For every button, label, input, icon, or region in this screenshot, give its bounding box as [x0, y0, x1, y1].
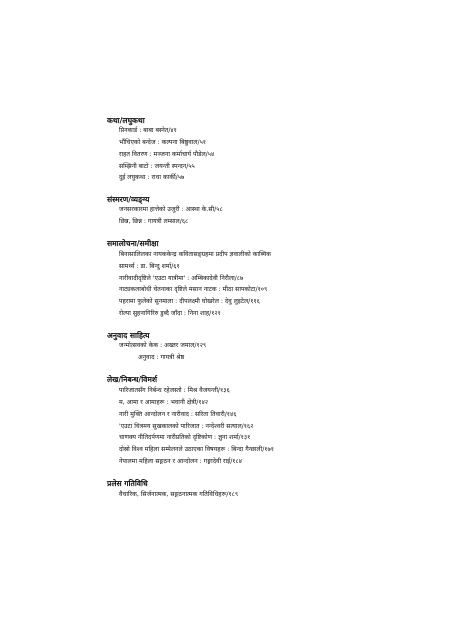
toc-entry: नाट्यकलाबोधी चेतनाका दृष्टिले मसान नाटक : मीठा सापकोटा/१०९ [119, 286, 268, 293]
toc-entry: नेपालमा महिला सङ्गठन र आन्दोलन : गङ्गादेवी राई/१८४ [119, 458, 242, 465]
section-title: संस्मरण/व्यङ्ग्य [107, 195, 150, 204]
toc-entry: रोल्पा सुहनागिरिरु डुब्दै जाँदा : निना शाह/१२१ [119, 310, 221, 317]
section-title: कथा/लघुकथा [107, 116, 145, 125]
toc-entry: सामर्थ्य : डा. बिन्दु शर्मा/६१ [119, 263, 180, 270]
toc-entry: पारिजातसँग निर्बन्ध रहेजस्तो : मिश्र वैजयन्ती/१३६ [119, 387, 230, 394]
toc-entry-translator: अनुवाद : गायत्री श्रेष्ठ [138, 354, 185, 361]
toc-entry: छिन्न, छिन्न : गायत्री लम्साल/६८ [119, 218, 189, 225]
toc-entry: वैचारिक, सिर्जनात्मक, सङ्गठनात्मक गतिविधिहरू/१८९ [119, 491, 239, 498]
toc-entry: सम्झिनी बाटो : जयन्ती स्पन्दन/५५ [119, 163, 195, 170]
toc-entry: नारीवादीदृष्टिले 'एउटा यात्रीमा' : अम्बिकादेवी निरौला/८७ [119, 275, 244, 282]
section-title: अनुवाद साहित्य [107, 331, 150, 340]
toc-entry: जन्मोत्सवको केक : अख्तर जमाल/१२९ [119, 342, 207, 349]
toc-entry: 'एउटा चित्रमय सुखकालको पारिजात : नन्देश्वरी सत्याल/१६२ [119, 423, 254, 430]
toc-entry: जनसरकारमा हात्तेको उजुरी : आस्था के.सी/५८ [119, 206, 223, 213]
toc-entry: पहरामा फुलेको सुनमाला : दीपलक्ष्मी घोखरेल : देवु लुइटेल/११६ [119, 298, 260, 305]
toc-entry: भौंचिएको बन्देज : कल्पना बिष्ठुवाल/५१ [119, 139, 207, 146]
toc-entry: दुई लघुकथा : राधा कार्की/५७ [119, 174, 185, 181]
section-title: लेख/निबन्ध/विमर्श [107, 375, 158, 384]
toc-entry: राहत वितरण : मञ्जना कर्माचार्य पौडेल/५४ [119, 151, 215, 158]
toc-entry: दोस्रो विश्व महिला सम्मेलनले उठाएका विषयहरू : बिन्दा गैन्छाली/१७१ [119, 446, 274, 453]
toc-entry: प्रिनकार्ड : बाबा बस्नेत/४१ [119, 127, 177, 134]
toc-entry: चाणक्य नीतिदर्पणमा नारीप्रतिको दृष्टिकोण : ज्ञुना शर्मा/१३१ [119, 434, 251, 441]
toc-entry: म, आमा र आमाहरू : भवानी क्षेत्री/१४२ [119, 399, 209, 406]
section-title: समालोचना/समीक्षा [107, 239, 159, 248]
toc-entry: बिनासालिलका नायककेन्द्र कवितासङ्ग्रहमा प्रदीप ज्ञवालीको काब्यिक [119, 251, 272, 258]
toc-entry: नारी मुक्ति आन्दोलन र नारीवाद : सरिता तिवारी/१४६ [119, 411, 237, 418]
section-title: प्रलेस गतिविधि [107, 479, 148, 488]
